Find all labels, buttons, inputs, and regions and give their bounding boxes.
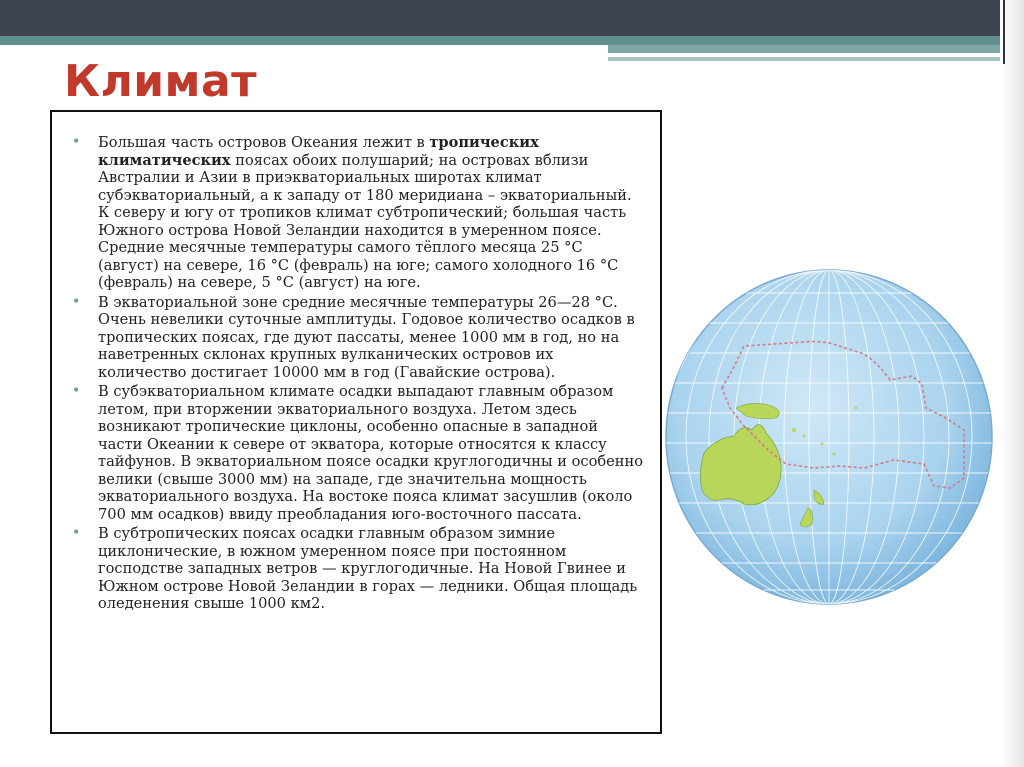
bullet-item <box>72 293 646 382</box>
text-box <box>50 110 662 734</box>
island <box>833 453 836 456</box>
bullet-icon: • <box>72 134 81 150</box>
bullet-text: В субэкваториальном климате осадки выпадают главным образом летом, при вторжении экваториального воздуха. Летом здесь возникают тропические циклоны, особенно опасные в западной части Океании к севере от экватора, которые относятся к классу тайфунов. В экваториальном поясе осадки круглогодичны и особенно велики (свыше 3000 мм) на западе, где значительна мощность экваториального воздуха. На востоке пояса климат засушлив (около 700 мм осадков) ввиду преобладания юго-восточного пассата. <box>98 383 644 523</box>
globe-map-image <box>664 268 994 606</box>
top-bar <box>0 0 1024 36</box>
slide-title: Климат <box>64 56 258 107</box>
bullet-item <box>72 134 646 292</box>
island <box>821 443 824 446</box>
bullet-item <box>72 525 646 613</box>
bullet-text-bold: тропических климатических <box>98 134 539 169</box>
bullet-icon: • <box>72 383 81 399</box>
bullet-text-start: Большая часть островов Океания лежит в <box>98 134 430 151</box>
bullet-icon: • <box>72 293 81 310</box>
bullet-icon: • <box>72 525 81 541</box>
right-edge-line <box>1003 0 1005 64</box>
island <box>803 435 806 438</box>
right-edge-shade <box>1000 0 1024 767</box>
island <box>855 407 858 410</box>
bullet-text: В субтропических поясах осадки главным образом зимние циклонические, в южном умеренном поясе при постоянном господстве западных ветров — круглогодичные. На Новой Гвинее и Южном острове Новой Зеландии в горах — ледники. Общая площадь оледенения свыше 1000 км2. <box>98 525 638 612</box>
accent-stripe-thin <box>608 57 1024 61</box>
island <box>792 428 796 432</box>
accent-stripe-short <box>608 45 1024 53</box>
bullet-list <box>52 112 660 613</box>
bullet-text: В экваториальной зоне средние месячные температуры 26—28 °С. Очень невелики суточные амплитуды. Годовое количество осадков в тропических поясах, где дуют пассаты, менее 1000 мм в год, но на наветренных склонах крупных вулканических островов их количество достигает 10000 мм в год (Гавайские острова). <box>98 293 635 381</box>
bullet-text-end: поясах обоих полушарий; на островах вблизи Австралии и Азии в приэкваториальных широтах климат субэкваториальный, а к западу от 180 меридиана – экваториальный. К северу и югу от тропиков климат субтропический; большая часть Южного острова Новой Зеландии находится в умеренном поясе. Средние месячные температуры самого тёплого месяца 25 °С (август) на севере, 16 °С (февраль) на юге; самого холодного 16 °С (февраль) на севере, 5 °С (август) на юге. <box>98 151 632 291</box>
bullet-item <box>72 383 646 523</box>
accent-stripe <box>0 36 1024 45</box>
